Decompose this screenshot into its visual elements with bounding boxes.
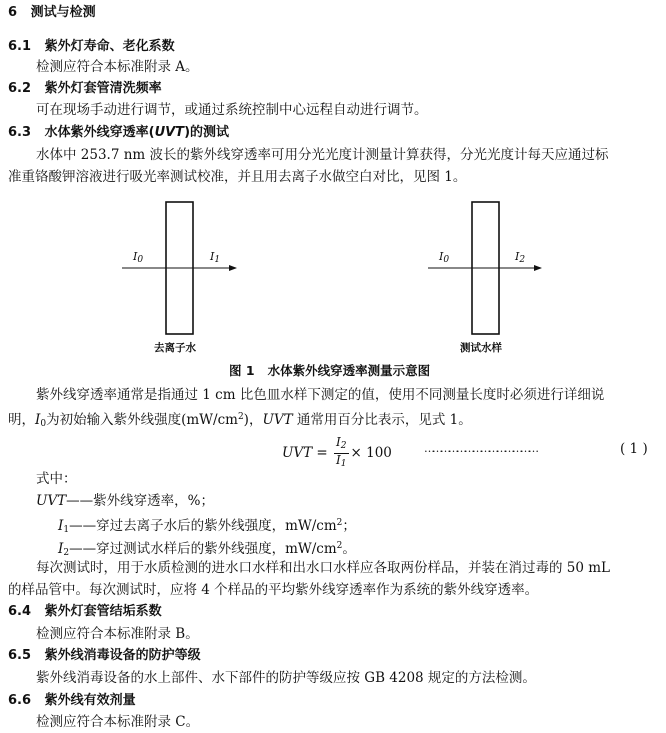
text: 明， [8,412,35,428]
section-number: 6.2 [8,81,32,96]
definition-uvt [36,492,214,510]
definition-i1 [58,514,356,539]
section-title: 紫外灯套管清洗频率 [44,81,162,96]
section-number: 6.5 [8,648,32,663]
section-6-6-body: 检测应符合本标准附录 C。 [36,714,200,730]
uvt-abbr: UVT [262,412,293,428]
symbol: I [336,453,341,467]
left-input-intensity-label [133,248,143,269]
figure-caption [229,362,430,380]
section-6-3-para-line-2: 准重铬酸钾溶液进行吸光率测试校准，并且用去离子水做空白对比，见图 1。 [8,169,467,185]
right-input-intensity-label [439,248,449,269]
section-6-3-para-line-1: 水体中 253.7 nm 波长的紫外线穿透率可用分光光度计测量计算获得，分光光度计每天应通过标 [36,147,609,163]
superscript: 2 [336,518,343,528]
section-6-1-body: 检测应符合本标准附录 A。 [36,59,199,75]
subscript: 2 [519,255,526,265]
section-6-1-heading [8,38,175,56]
para-2-line-1: 紫外线穿透率通常是指通过 1 cm 比色皿水样下测定的值，使用不同测量长度时必须进行详细说 [36,387,605,403]
section-title-prefix: 水体紫外线穿透率( [44,125,155,140]
symbol: UVT [36,493,67,509]
where-title: 式中： [36,471,77,487]
left-output-intensity-label [210,248,220,269]
section-6-5-body: 紫外线消毒设备的水上部件、水下部件的防护等级应按 GB 4208 规定的方法检测。 [36,670,536,686]
multiplier: × 100 [350,445,392,461]
punctuation: 。 [342,541,356,557]
fraction-numerator [334,436,348,454]
deionized-water-label: 去离子水 [154,342,196,354]
subscript: 1 [214,255,221,265]
section-title-suffix: )的测试 [184,125,230,140]
formula-fraction [334,436,348,471]
text: )， [243,412,263,428]
symbol: I [58,518,64,534]
uvt-formula [282,436,392,471]
section-number: 6.6 [8,693,32,708]
formula-leader-dots: …………………………………… [424,442,536,455]
section-number: 6.1 [8,39,32,54]
symbol: I [35,412,41,428]
symbol: I [133,250,138,263]
formula-lhs: UVT [282,445,313,461]
subscript: 1 [340,459,347,469]
formula-number: ( 1 ) [620,441,648,457]
definition-text: ——穿过测试水样后的紫外线强度，mW/cm [69,541,337,557]
text: 通常用百分比表示，见式 1。 [292,412,472,428]
right-output-intensity-label [515,248,525,269]
text: 为初始输入紫外线强度(mW/cm [46,412,238,428]
section-6-2-body: 可在现场手动进行调节，或通过系统控制中心远程自动进行调节。 [36,102,428,118]
section-title: 紫外灯寿命、老化系数 [44,39,175,54]
section-6-4-heading [8,603,162,621]
uvt-measurement-diagram [0,190,666,370]
section-number: 6 [8,5,18,20]
subscript: 1 [63,525,70,535]
section-6-4-body: 检测应符合本标准附录 B。 [36,626,199,642]
para-2-line-2 [8,408,472,433]
subscript: 0 [443,255,450,265]
section-6-5-heading [8,647,201,665]
section-title: 测试与检测 [30,5,96,20]
superscript: 2 [237,412,244,422]
section-title: 紫外灯套管结垢系数 [44,604,162,619]
definition-text: ——穿过去离子水后的紫外线强度，mW/cm [69,518,337,534]
symbol: I [439,250,444,263]
section-6-3-heading [8,124,229,142]
figure-caption-text: 水体紫外线穿透率测量示意图 [267,363,431,378]
para-3-line-2: 的样品管中。每次测试时，应将 4 个样品的平均紫外线穿透率作为系统的紫外线穿透率。 [8,582,539,598]
symbol: I [515,250,520,263]
figure-number: 图 1 [229,363,255,378]
section-number: 6.3 [8,125,32,140]
section-title: 紫外线消毒设备的防护等级 [44,648,201,663]
section-6-2-heading [8,80,162,98]
section-number: 6.4 [8,604,32,619]
equals-sign: = [312,445,333,461]
punctuation: ； [342,518,356,534]
section-6-heading [8,4,96,22]
para-3-line-1: 每次测试时，用于水质检测的进水口水样和出水口水样应各取两份样品，并装在消过毒的 50 mL [36,560,611,576]
section-6-6-heading [8,692,136,710]
test-sample-label: 测试水样 [460,342,502,354]
superscript: 2 [336,541,343,551]
subscript: 2 [340,441,347,451]
subscript: 0 [40,419,47,429]
symbol: I [58,541,64,557]
section-title: 紫外线有效剂量 [44,693,136,708]
fraction-denominator [334,454,348,471]
symbol: I [336,435,341,449]
uvt-abbr: UVT [154,125,185,140]
symbol: I [210,250,215,263]
subscript: 2 [63,548,70,558]
definition-text: ——紫外线穿透率，%； [66,493,214,509]
subscript: 0 [137,255,144,265]
